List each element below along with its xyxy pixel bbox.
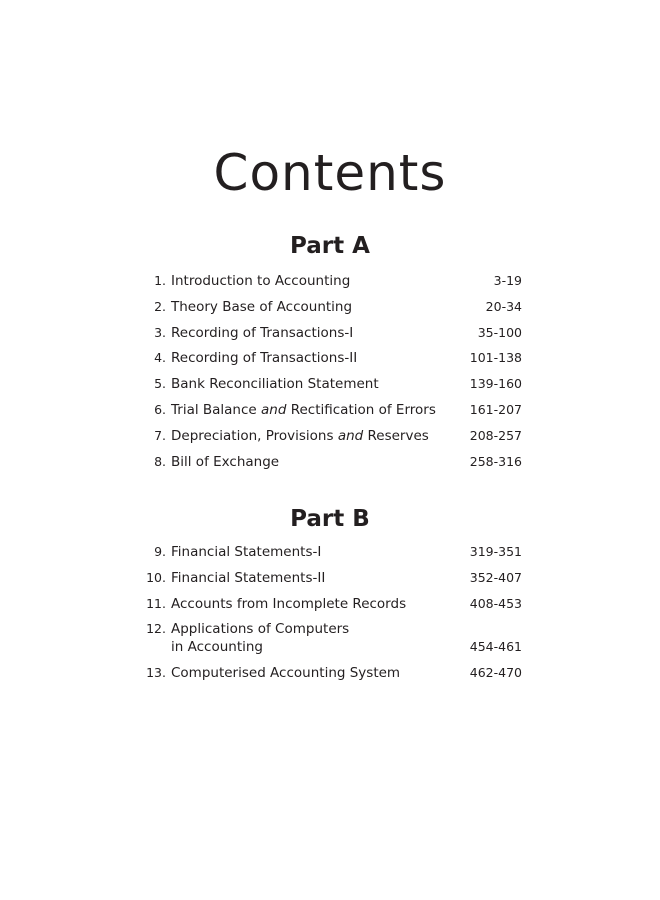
- toc-entry-title: [166, 427, 452, 445]
- toc-entry-pages: 462-470: [469, 665, 522, 681]
- toc-entry: [140, 543, 522, 561]
- toc-entry-pages: 352-407: [469, 569, 522, 585]
- toc-entry-title-line: Recording of Transactions-I: [171, 324, 354, 341]
- toc-entry-number: 11.: [146, 595, 166, 611]
- toc-entry-title-line: Introduction to Accounting: [171, 273, 351, 289]
- toc-entry-title: [166, 349, 452, 367]
- toc-entry-title-line: Computerised Accounting System: [171, 665, 401, 682]
- toc-entry: [140, 324, 522, 342]
- toc-entry-title-segment: Rectification of Errors: [286, 401, 436, 418]
- toc-entry-number: 7.: [154, 427, 166, 443]
- toc-entry-title: [166, 595, 452, 613]
- toc-entry-pages: 258-316: [469, 453, 522, 469]
- toc-entry-title-line: Accounts from Incomplete Records: [171, 595, 407, 612]
- part-a-heading: Part A: [290, 233, 370, 259]
- toc-entry-number: 5.: [154, 376, 166, 392]
- toc-entry: [140, 272, 522, 290]
- toc-entry: [140, 298, 522, 316]
- toc-entry-number: 1.: [154, 273, 166, 288]
- toc-entry-title: [166, 401, 452, 419]
- toc-entry-number: 9.: [154, 544, 166, 559]
- toc-entry-title: [166, 453, 452, 471]
- toc-entry-title-line: Financial Statements-II: [171, 569, 326, 586]
- part-a-toc-list: [140, 272, 522, 478]
- toc-entry-pages: 35-100: [477, 324, 522, 340]
- toc-entry-title: [166, 664, 452, 682]
- toc-entry-title: [166, 569, 452, 587]
- toc-entry-pages: 319-351: [469, 544, 522, 559]
- toc-entry-pages: 139-160: [469, 376, 522, 392]
- toc-entry-title-line: Bank Reconciliation Statement: [171, 376, 379, 393]
- toc-entry-number: 2.: [154, 298, 166, 314]
- toc-entry-number: 13.: [146, 665, 166, 681]
- part-b-toc-list: [140, 543, 522, 690]
- toc-entry-number: 8.: [154, 453, 166, 469]
- toc-entry-title-line: in Accounting: [171, 639, 263, 656]
- toc-entry-title-line: Financial Statements-I: [171, 544, 322, 560]
- toc-entry-title: [166, 272, 452, 290]
- toc-entry-number: 6.: [154, 401, 166, 417]
- toc-entry: [140, 375, 522, 393]
- toc-entry: [140, 620, 522, 656]
- toc-entry: [140, 453, 522, 471]
- toc-entry: [140, 664, 522, 682]
- toc-entry-title-line: Applications of Computers: [171, 621, 350, 638]
- toc-entry-number: 10.: [146, 569, 166, 585]
- toc-entry-pages: 20-34: [485, 298, 522, 314]
- toc-entry: [140, 401, 522, 419]
- toc-entry: [140, 595, 522, 613]
- toc-entry-title-segment: Reserves: [363, 427, 429, 444]
- toc-entry-title-segment: Depreciation, Provisions: [171, 427, 338, 444]
- toc-entry-pages: 408-453: [469, 595, 522, 611]
- toc-entry-number: 4.: [154, 350, 166, 366]
- toc-entry-title-segment: Trial Balance: [171, 401, 262, 418]
- toc-entry-title-line: Bill of Exchange: [171, 453, 280, 470]
- toc-entry-pages: 208-257: [469, 427, 522, 443]
- toc-entry-title: [166, 324, 452, 342]
- page-title: Contents: [213, 144, 447, 202]
- toc-entry-title: [166, 375, 452, 393]
- toc-entry-title-italic: and: [337, 427, 364, 444]
- toc-entry-title: [166, 298, 452, 316]
- toc-entry-title-line: Recording of Transactions-II: [171, 350, 358, 367]
- toc-entry-pages: 101-138: [469, 350, 522, 366]
- toc-entry-number: 3.: [154, 324, 166, 340]
- toc-entry-pages: 454-461: [469, 639, 522, 655]
- part-b-heading: Part B: [290, 506, 370, 532]
- toc-entry-title-line: Theory Base of Accounting: [171, 298, 353, 315]
- toc-entry: [140, 569, 522, 587]
- toc-entry: [140, 349, 522, 367]
- toc-entry-title-italic: and: [261, 401, 287, 418]
- toc-entry-number: 12.: [146, 621, 166, 637]
- toc-entry: [140, 427, 522, 445]
- toc-entry-title: [166, 620, 452, 656]
- toc-entry-pages: 3-19: [493, 273, 522, 288]
- toc-entry-title: [166, 543, 452, 561]
- toc-entry-pages: 161-207: [469, 401, 522, 417]
